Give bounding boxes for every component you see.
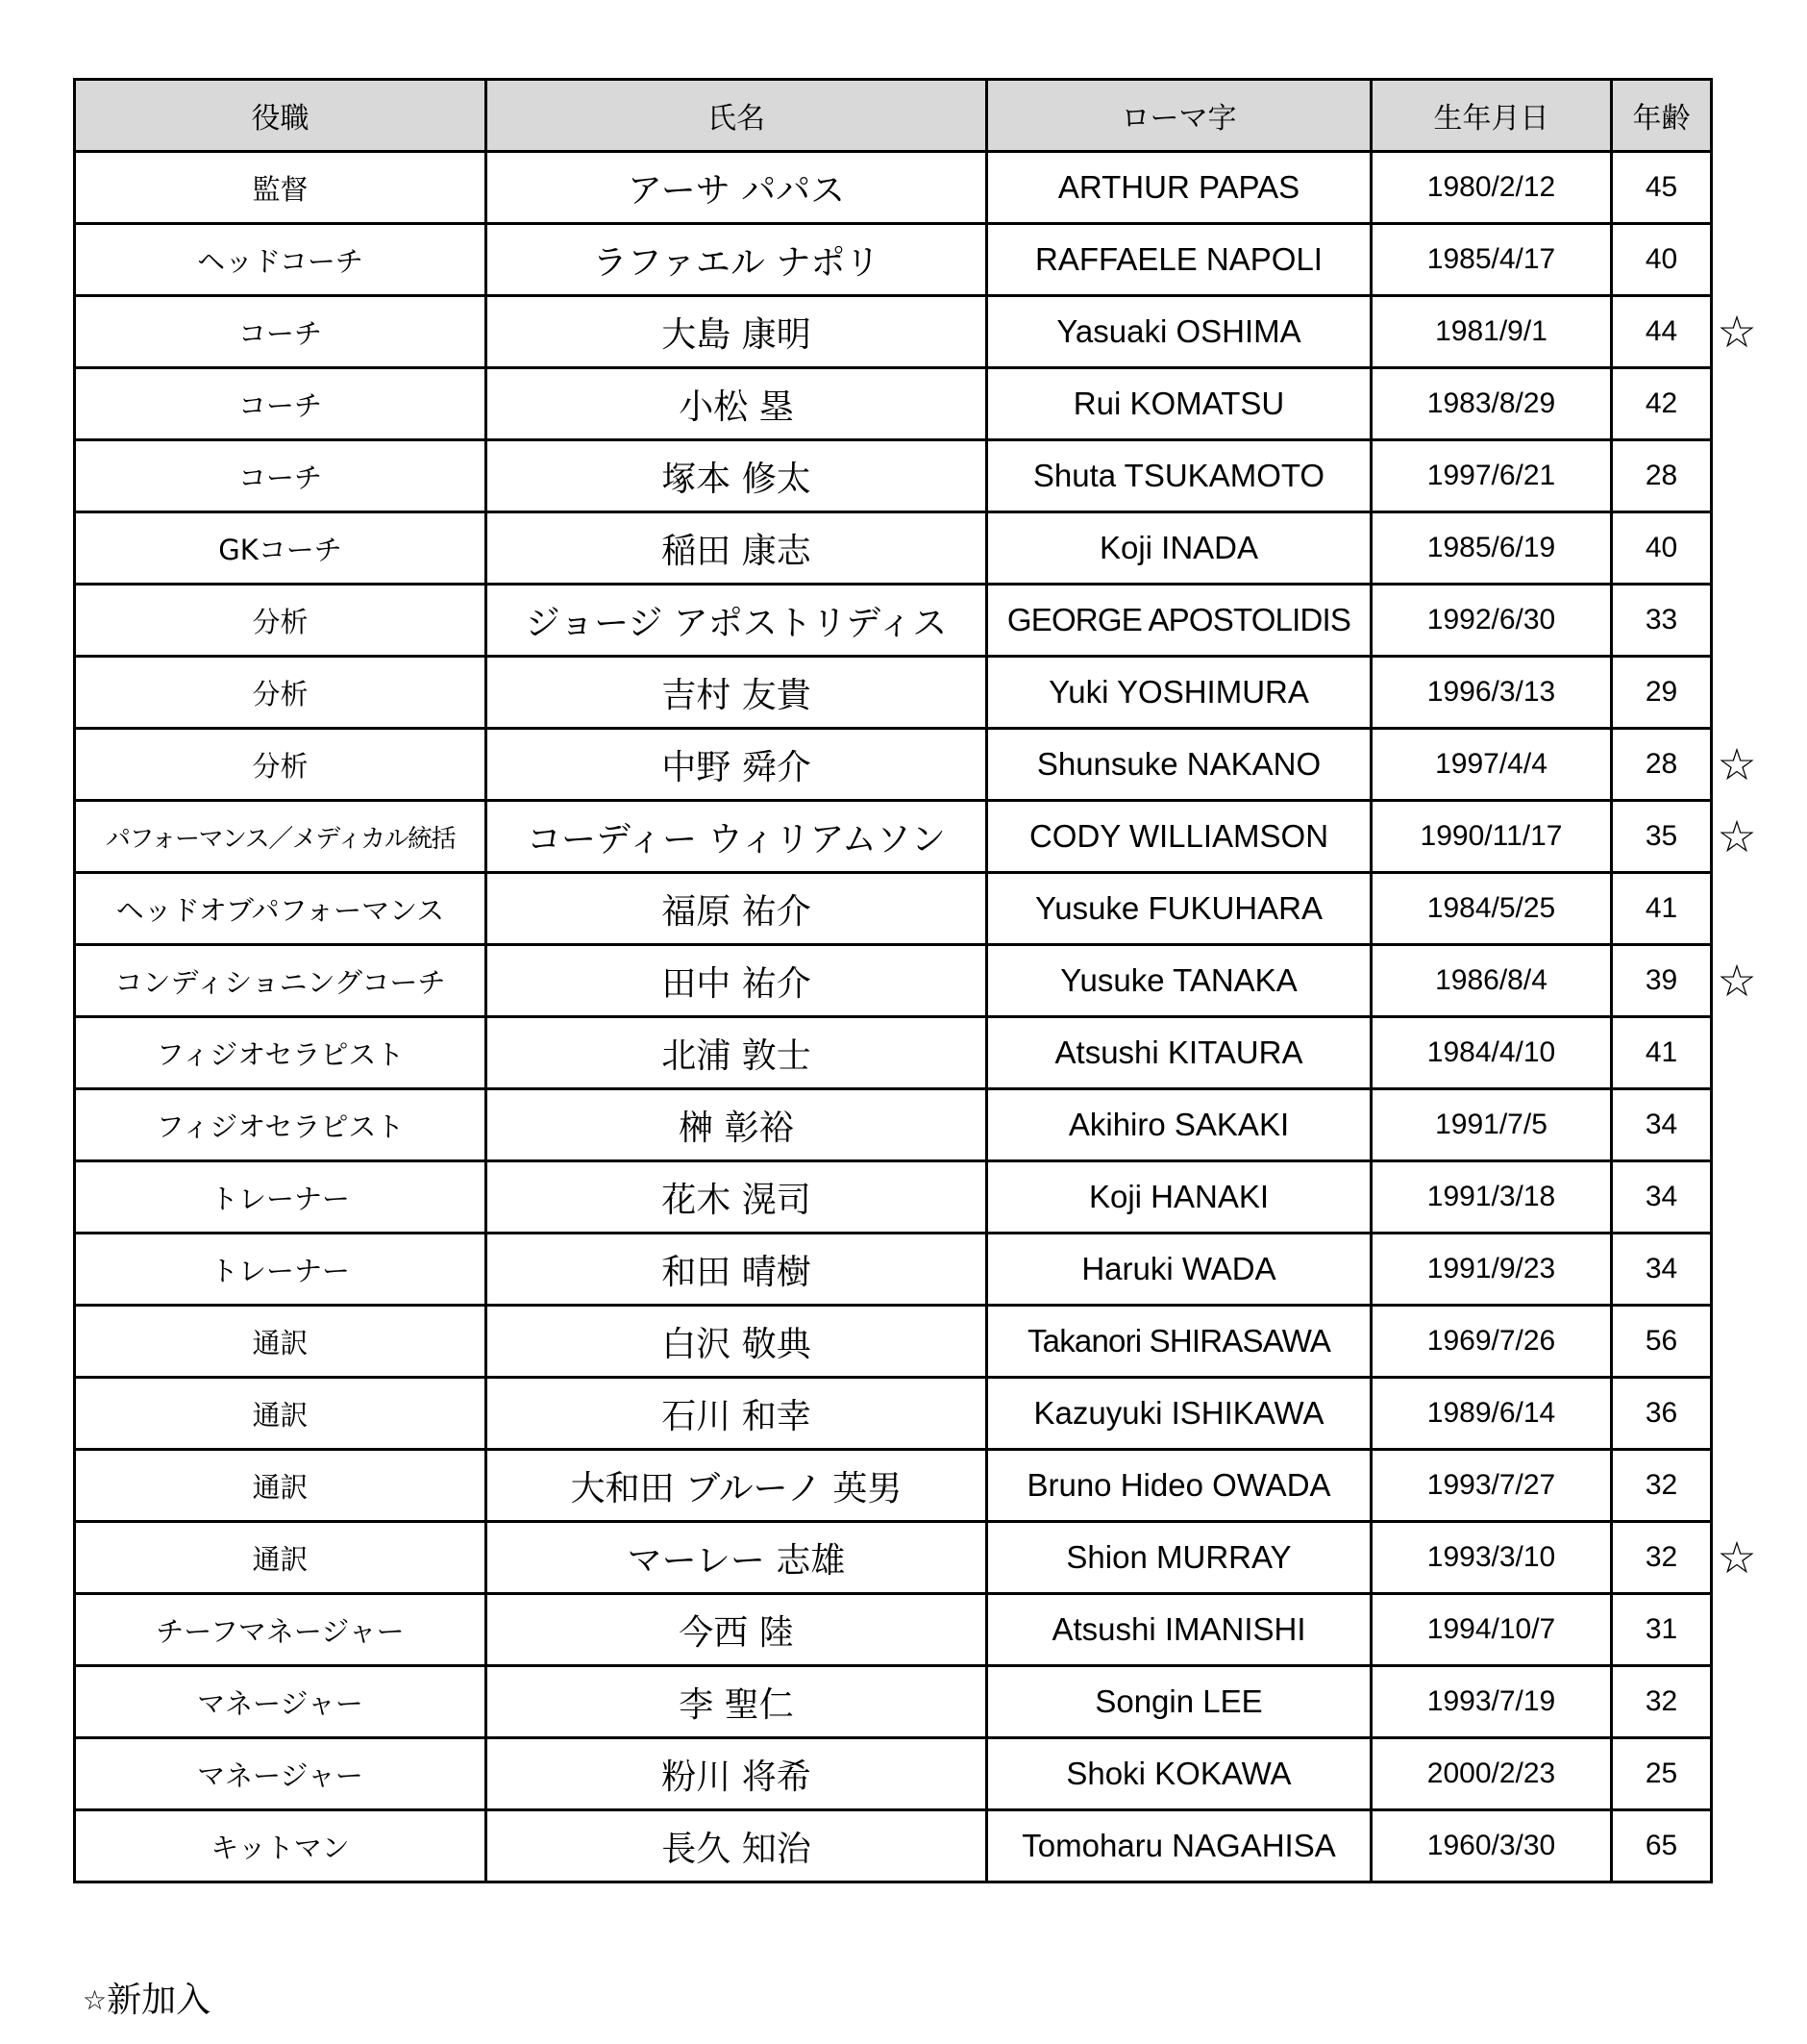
- table-row: [75, 1450, 1712, 1522]
- name-cell: コーディー ウィリアムソン: [486, 801, 987, 873]
- age-cell: 32: [1612, 1522, 1712, 1594]
- role-cell: コーチ: [75, 440, 486, 512]
- romaji-cell: GEORGE APOSTOLIDIS: [987, 585, 1372, 657]
- name-cell: 白沢 敬典: [486, 1306, 987, 1378]
- role-cell: コーチ: [75, 368, 486, 440]
- role-cell: 分析: [75, 657, 486, 729]
- romaji-cell: CODY WILLIAMSON: [987, 801, 1372, 873]
- romaji-cell: Shion MURRAY: [987, 1522, 1372, 1594]
- age-cell: 45: [1612, 152, 1712, 224]
- romaji-cell: ARTHUR PAPAS: [987, 152, 1372, 224]
- role-cell: マネージャー: [75, 1666, 486, 1738]
- star-icon: ☆: [1717, 1532, 1757, 1583]
- name-cell: 北浦 敦士: [486, 1017, 987, 1089]
- role-cell: フィジオセラピスト: [75, 1017, 486, 1089]
- header-dob: 生年月日: [1372, 80, 1612, 152]
- age-cell: 41: [1612, 873, 1712, 945]
- age-cell: 32: [1612, 1450, 1712, 1522]
- age-cell: 65: [1612, 1810, 1712, 1882]
- star-icon: ☆: [1717, 810, 1757, 862]
- role-cell: パフォーマンス／メディカル統括: [75, 801, 486, 873]
- name-cell: 李 聖仁: [486, 1666, 987, 1738]
- table-row: [75, 1378, 1712, 1450]
- star-icon: ☆: [1717, 738, 1757, 790]
- name-cell: 中野 舜介: [486, 729, 987, 801]
- table-row: [75, 657, 1712, 729]
- role-cell: キットマン: [75, 1810, 486, 1882]
- romaji-cell: Rui KOMATSU: [987, 368, 1372, 440]
- dob-cell: 1986/8/4: [1372, 945, 1612, 1017]
- header-age: 年齢: [1612, 80, 1712, 152]
- table-row: [75, 1738, 1712, 1810]
- dob-cell: 1997/6/21: [1372, 440, 1612, 512]
- age-cell: 33: [1612, 585, 1712, 657]
- name-cell: 田中 祐介: [486, 945, 987, 1017]
- name-cell: 花木 滉司: [486, 1161, 987, 1234]
- legend-text: 新加入: [107, 1981, 211, 2020]
- role-cell: マネージャー: [75, 1738, 486, 1810]
- table-row: [75, 873, 1712, 945]
- name-cell: 福原 祐介: [486, 873, 987, 945]
- romaji-cell: Tomoharu NAGAHISA: [987, 1810, 1372, 1882]
- dob-cell: 1993/3/10: [1372, 1522, 1612, 1594]
- role-cell: ヘッドコーチ: [75, 224, 486, 296]
- dob-cell: 2000/2/23: [1372, 1738, 1612, 1810]
- name-cell: アーサ パパス: [486, 152, 987, 224]
- table-row: [75, 801, 1712, 873]
- age-cell: 36: [1612, 1378, 1712, 1450]
- dob-cell: 1991/9/23: [1372, 1234, 1612, 1306]
- dob-cell: 1993/7/19: [1372, 1666, 1612, 1738]
- staff-table: [73, 78, 1713, 1883]
- table-row: [75, 1666, 1712, 1738]
- role-cell: 通訳: [75, 1522, 486, 1594]
- romaji-cell: Shoki KOKAWA: [987, 1738, 1372, 1810]
- name-cell: 今西 陸: [486, 1594, 987, 1666]
- name-cell: ジョージ アポストリディス: [486, 585, 987, 657]
- romaji-cell: Kazuyuki ISHIKAWA: [987, 1378, 1372, 1450]
- dob-cell: 1985/4/17: [1372, 224, 1612, 296]
- romaji-cell: Atsushi IMANISHI: [987, 1594, 1372, 1666]
- age-cell: 34: [1612, 1161, 1712, 1234]
- name-cell: 長久 知治: [486, 1810, 987, 1882]
- age-cell: 28: [1612, 440, 1712, 512]
- age-cell: 32: [1612, 1666, 1712, 1738]
- age-cell: 56: [1612, 1306, 1712, 1378]
- table-row: [75, 296, 1712, 368]
- age-cell: 44: [1612, 296, 1712, 368]
- star-icon: ☆: [83, 1984, 108, 2016]
- table-row: [75, 1594, 1712, 1666]
- romaji-cell: Yusuke FUKUHARA: [987, 873, 1372, 945]
- table-row: [75, 224, 1712, 296]
- role-cell: ヘッドオブパフォーマンス: [75, 873, 486, 945]
- name-cell: マーレー 志雄: [486, 1522, 987, 1594]
- star-icon: ☆: [1717, 955, 1757, 1007]
- age-cell: 42: [1612, 368, 1712, 440]
- header-romaji: ローマ字: [987, 80, 1372, 152]
- romaji-cell: Atsushi KITAURA: [987, 1017, 1372, 1089]
- role-cell: 通訳: [75, 1378, 486, 1450]
- table-row: [75, 585, 1712, 657]
- romaji-cell: Haruki WADA: [987, 1234, 1372, 1306]
- star-icon: ☆: [1717, 306, 1757, 358]
- age-cell: 31: [1612, 1594, 1712, 1666]
- legend: [83, 1973, 210, 2022]
- role-cell: 通訳: [75, 1450, 486, 1522]
- table-row: [75, 1017, 1712, 1089]
- name-cell: 和田 晴樹: [486, 1234, 987, 1306]
- name-cell: 塚本 修太: [486, 440, 987, 512]
- romaji-cell: Yusuke TANAKA: [987, 945, 1372, 1017]
- romaji-cell: Takanori SHIRASAWA: [987, 1306, 1372, 1378]
- role-cell: 監督: [75, 152, 486, 224]
- dob-cell: 1980/2/12: [1372, 152, 1612, 224]
- dob-cell: 1960/3/30: [1372, 1810, 1612, 1882]
- age-cell: 35: [1612, 801, 1712, 873]
- table-row: [75, 1234, 1712, 1306]
- dob-cell: 1984/4/10: [1372, 1017, 1612, 1089]
- header-name: 氏名: [486, 80, 987, 152]
- name-cell: 小松 塁: [486, 368, 987, 440]
- age-cell: 29: [1612, 657, 1712, 729]
- role-cell: 分析: [75, 585, 486, 657]
- dob-cell: 1985/6/19: [1372, 512, 1612, 585]
- role-cell: トレーナー: [75, 1161, 486, 1234]
- name-cell: 大和田 ブルーノ 英男: [486, 1450, 987, 1522]
- romaji-cell: RAFFAELE NAPOLI: [987, 224, 1372, 296]
- age-cell: 41: [1612, 1017, 1712, 1089]
- role-cell: チーフマネージャー: [75, 1594, 486, 1666]
- dob-cell: 1969/7/26: [1372, 1306, 1612, 1378]
- role-cell: トレーナー: [75, 1234, 486, 1306]
- staff-body: [75, 152, 1712, 1882]
- age-cell: 39: [1612, 945, 1712, 1017]
- dob-cell: 1983/8/29: [1372, 368, 1612, 440]
- dob-cell: 1994/10/7: [1372, 1594, 1612, 1666]
- dob-cell: 1990/11/17: [1372, 801, 1612, 873]
- dob-cell: 1993/7/27: [1372, 1450, 1612, 1522]
- table-row: [75, 1522, 1712, 1594]
- romaji-cell: Yuki YOSHIMURA: [987, 657, 1372, 729]
- dob-cell: 1984/5/25: [1372, 873, 1612, 945]
- dob-cell: 1992/6/30: [1372, 585, 1612, 657]
- name-cell: 石川 和幸: [486, 1378, 987, 1450]
- name-cell: ラファエル ナポリ: [486, 224, 987, 296]
- header-role: 役職: [75, 80, 486, 152]
- name-cell: 大島 康明: [486, 296, 987, 368]
- table-row: [75, 1306, 1712, 1378]
- romaji-cell: Yasuaki OSHIMA: [987, 296, 1372, 368]
- role-cell: 通訳: [75, 1306, 486, 1378]
- name-cell: 吉村 友貴: [486, 657, 987, 729]
- table-row: [75, 152, 1712, 224]
- romaji-cell: Songin LEE: [987, 1666, 1372, 1738]
- name-cell: 榊 彰裕: [486, 1089, 987, 1161]
- dob-cell: 1997/4/4: [1372, 729, 1612, 801]
- dob-cell: 1991/7/5: [1372, 1089, 1612, 1161]
- age-cell: 28: [1612, 729, 1712, 801]
- role-cell: フィジオセラピスト: [75, 1089, 486, 1161]
- romaji-cell: Shunsuke NAKANO: [987, 729, 1372, 801]
- romaji-cell: Koji INADA: [987, 512, 1372, 585]
- table-row: [75, 440, 1712, 512]
- header-row: [75, 80, 1712, 152]
- table-row: [75, 1089, 1712, 1161]
- dob-cell: 1981/9/1: [1372, 296, 1612, 368]
- romaji-cell: Koji HANAKI: [987, 1161, 1372, 1234]
- name-cell: 稲田 康志: [486, 512, 987, 585]
- romaji-cell: Akihiro SAKAKI: [987, 1089, 1372, 1161]
- age-cell: 34: [1612, 1089, 1712, 1161]
- dob-cell: 1991/3/18: [1372, 1161, 1612, 1234]
- age-cell: 40: [1612, 224, 1712, 296]
- age-cell: 25: [1612, 1738, 1712, 1810]
- role-cell: コーチ: [75, 296, 486, 368]
- role-cell: 分析: [75, 729, 486, 801]
- age-cell: 34: [1612, 1234, 1712, 1306]
- table-row: [75, 1810, 1712, 1882]
- name-cell: 粉川 将希: [486, 1738, 987, 1810]
- role-cell: コンディショニングコーチ: [75, 945, 486, 1017]
- age-cell: 40: [1612, 512, 1712, 585]
- table-row: [75, 945, 1712, 1017]
- table-row: [75, 512, 1712, 585]
- dob-cell: 1996/3/13: [1372, 657, 1612, 729]
- romaji-cell: Bruno Hideo OWADA: [987, 1450, 1372, 1522]
- table-row: [75, 368, 1712, 440]
- table-row: [75, 729, 1712, 801]
- romaji-cell: Shuta TSUKAMOTO: [987, 440, 1372, 512]
- role-cell: GKコーチ: [75, 512, 486, 585]
- table-row: [75, 1161, 1712, 1234]
- dob-cell: 1989/6/14: [1372, 1378, 1612, 1450]
